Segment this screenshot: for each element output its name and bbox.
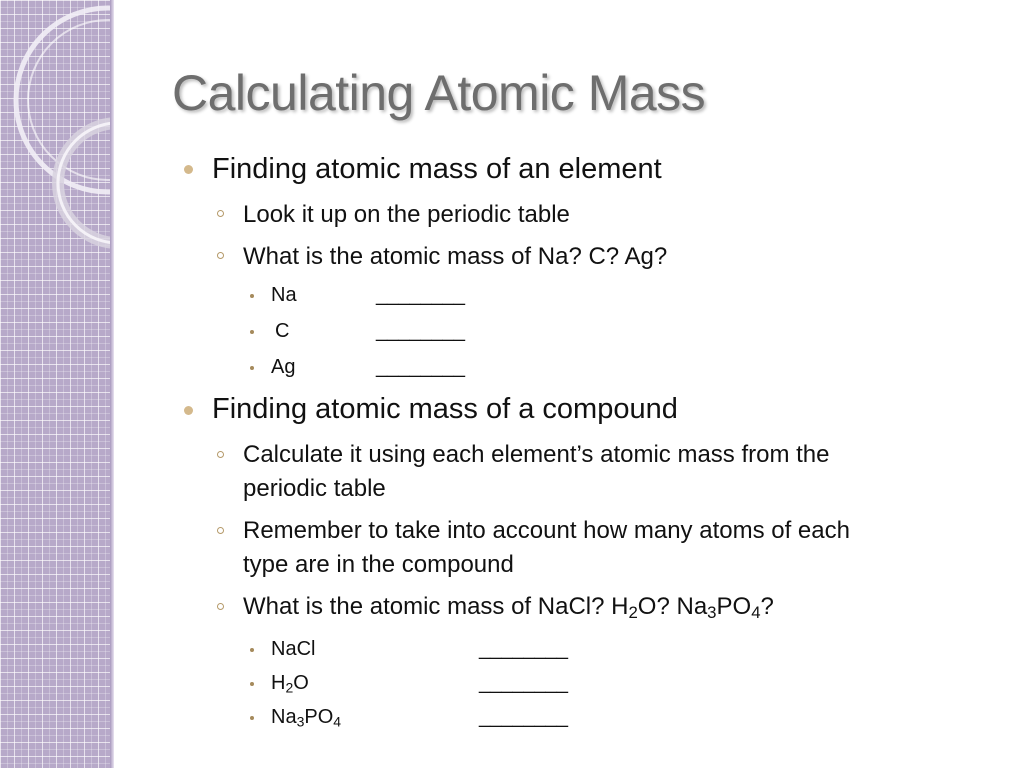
point-question-compounds: What is the atomic mass of NaCl? $H_2O$? $Na_3PO_4$? [243, 593, 774, 623]
sidebar-edge [110, 0, 114, 768]
ring-bullet-icon [217, 210, 224, 217]
answer-blank-nacl: ________ [479, 638, 568, 660]
point-remember-line2: type are in the compound [243, 551, 514, 578]
ring-decoration [0, 0, 112, 768]
small-bullet-icon [250, 294, 254, 298]
answer-label-ag: Ag [271, 356, 296, 378]
answer-label-na3po4: $Na_3PO_4$ [271, 706, 342, 730]
answer-blank-na: ________ [376, 284, 465, 306]
answer-blank-ag: ________ [376, 356, 465, 378]
point-calculate-line1: Calculate it using each element’s atomic mass from the [243, 441, 830, 468]
point-calculate-line2: periodic table [243, 475, 386, 502]
small-bullet-icon [250, 682, 254, 686]
small-bullet-icon [250, 716, 254, 720]
ring-bullet-icon [217, 451, 224, 458]
ring-bullet-icon [217, 527, 224, 534]
answer-blank-h2o: ________ [479, 672, 568, 694]
slide-title: Calculating Atomic Mass [172, 65, 706, 121]
answer-blank-na3po4: ________ [479, 706, 568, 728]
ring-bullet-icon [217, 603, 224, 610]
answer-blank-c: ________ [376, 320, 465, 342]
bullet-icon [184, 165, 193, 174]
section-heading-element: Finding atomic mass of an element [212, 153, 662, 185]
bullet-icon [184, 406, 193, 415]
answer-label-nacl: NaCl [271, 638, 316, 660]
answer-label-h2o: $H_2O$ [271, 672, 309, 696]
point-question-elements: What is the atomic mass of Na? C? Ag? [243, 243, 668, 270]
decorative-sidebar [0, 0, 113, 768]
answer-label-c: C [275, 320, 290, 342]
answer-label-na: Na [271, 284, 297, 306]
point-remember-line1: Remember to take into account how many atoms of each [243, 517, 850, 544]
point-lookup: Look it up on the periodic table [243, 201, 570, 228]
small-bullet-icon [250, 648, 254, 652]
small-bullet-icon [250, 330, 254, 334]
small-bullet-icon [250, 366, 254, 370]
section-heading-compound: Finding atomic mass of a compound [212, 393, 678, 425]
ring-bullet-icon [217, 252, 224, 259]
